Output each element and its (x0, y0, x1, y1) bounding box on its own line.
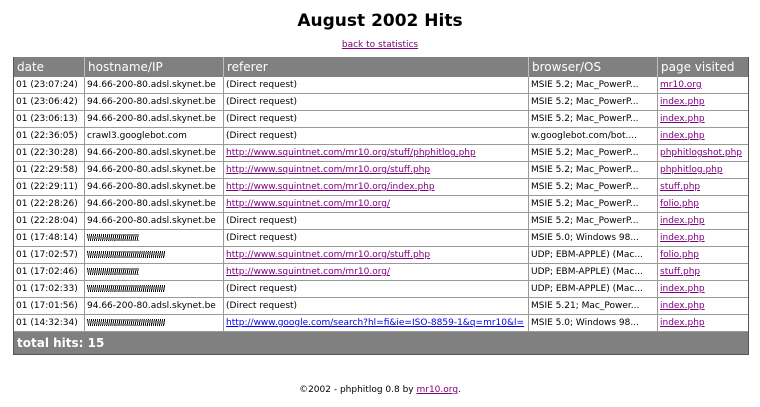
column-header-page: page visited (657, 57, 748, 77)
page-visited-link[interactable]: index.php (660, 284, 705, 294)
cell-browser: MSIE 5.2; Mac_PowerP... (528, 110, 657, 127)
back-to-statistics-link[interactable]: back to statistics (341, 40, 419, 50)
page-visited-link[interactable]: index.php (660, 318, 705, 328)
cell-referer: (Direct request) (223, 127, 528, 144)
table-row (14, 212, 748, 229)
footer-text: ©2002 - phphitlog 0.8 by (299, 385, 417, 395)
cell-page (657, 246, 748, 263)
cell-date: 01 (22:28:26) (14, 195, 84, 212)
cell-page (657, 77, 748, 93)
column-header-date: date (14, 57, 84, 77)
cell-page (657, 110, 748, 127)
table-row (14, 110, 748, 127)
referer-link[interactable]: http://www.google.com/search?hl=fi&ie=ISO-8859-1&q=mr10&l= (226, 318, 525, 328)
referer-link[interactable]: http://www.squintnet.com/mr10.org/ (226, 267, 390, 277)
cell-page (657, 263, 748, 280)
table-header-row (14, 57, 748, 77)
referer-link[interactable]: http://www.squintnet.com/mr10.org/stuff.php (226, 250, 431, 260)
page-visited-link[interactable]: index.php (660, 233, 705, 243)
footer-link[interactable]: mr10.org (416, 385, 459, 395)
cell-hostname: 94.66-200-80.adsl.skynet.be (84, 161, 223, 178)
column-header-browser: browser/OS (528, 57, 657, 77)
page-visited-link[interactable]: folio.php (660, 199, 700, 209)
footer (0, 385, 760, 395)
cell-browser: UDP; EBM-APPLE) (Mac... (528, 246, 657, 263)
page-visited-link[interactable]: phphitlogshot.php (660, 148, 743, 158)
cell-referer (223, 195, 528, 212)
table-row (14, 246, 748, 263)
column-header-hostname: hostname/IP (84, 57, 223, 77)
page-visited-link[interactable]: index.php (660, 131, 705, 141)
cell-browser: MSIE 5.0; Windows 98... (528, 229, 657, 246)
cell-hostname (84, 246, 223, 263)
column-header-referer: referer (223, 57, 528, 77)
cell-referer (223, 263, 528, 280)
cell-date: 01 (17:02:57) (14, 246, 84, 263)
referer-link[interactable]: http://www.squintnet.com/mr10.org/stuff/phphitlog.php (226, 148, 476, 158)
redacted-hostname (87, 234, 139, 241)
cell-hostname: 94.66-200-80.adsl.skynet.be (84, 178, 223, 195)
referer-link[interactable]: http://www.squintnet.com/mr10.org/index.php (226, 182, 435, 192)
cell-browser: w.googlebot.com/bot.... (528, 127, 657, 144)
hits-table-container (13, 57, 747, 355)
table-row (14, 77, 748, 93)
cell-page (657, 297, 748, 314)
page-visited-link[interactable]: phphitlog.php (660, 165, 723, 175)
cell-referer (223, 178, 528, 195)
cell-hostname: 94.66-200-80.adsl.skynet.be (84, 212, 223, 229)
cell-date: 01 (17:01:56) (14, 297, 84, 314)
page-visited-link[interactable]: stuff.php (660, 182, 701, 192)
cell-browser: UDP; EBM-APPLE) (Mac... (528, 280, 657, 297)
cell-browser: MSIE 5.0; Windows 98... (528, 314, 657, 331)
cell-referer (223, 144, 528, 161)
total-hits: total hits: 15 (14, 331, 748, 354)
table-row (14, 314, 748, 331)
cell-referer: (Direct request) (223, 93, 528, 110)
cell-hostname: 94.66-200-80.adsl.skynet.be (84, 77, 223, 93)
cell-page (657, 212, 748, 229)
table-row (14, 144, 748, 161)
cell-referer: (Direct request) (223, 212, 528, 229)
cell-referer: (Direct request) (223, 297, 528, 314)
cell-date: 01 (14:32:34) (14, 314, 84, 331)
page-visited-link[interactable]: index.php (660, 97, 705, 107)
cell-hostname (84, 263, 223, 280)
page-visited-link[interactable]: stuff.php (660, 267, 701, 277)
cell-hostname: crawl3.googlebot.com (84, 127, 223, 144)
redacted-hostname (87, 251, 165, 258)
cell-date: 01 (17:02:33) (14, 280, 84, 297)
cell-page (657, 127, 748, 144)
cell-hostname: 94.66-200-80.adsl.skynet.be (84, 93, 223, 110)
table-row (14, 263, 748, 280)
cell-hostname (84, 314, 223, 331)
cell-page (657, 161, 748, 178)
cell-browser: MSIE 5.2; Mac_PowerP... (528, 161, 657, 178)
footer-suffix: . (458, 385, 461, 395)
table-body (14, 77, 748, 331)
cell-date: 01 (23:07:24) (16, 80, 78, 90)
table-row (14, 195, 748, 212)
cell-referer (223, 314, 528, 331)
cell-referer (223, 246, 528, 263)
cell-page (657, 229, 748, 246)
cell-date: 01 (22:29:11) (14, 178, 84, 195)
cell-hostname: 94.66-200-80.adsl.skynet.be (84, 297, 223, 314)
table-row (14, 229, 748, 246)
cell-hostname (84, 280, 223, 297)
page-visited-link[interactable]: mr10.org (660, 80, 702, 90)
cell-page (657, 93, 748, 110)
cell-referer: (Direct request) (223, 110, 528, 127)
cell-browser: MSIE 5.21; Mac_Power... (528, 297, 657, 314)
cell-browser: MSIE 5.2; Mac_PowerP... (528, 178, 657, 195)
cell-referer: (Direct request) (223, 229, 528, 246)
cell-browser: MSIE 5.2; Mac_PowerP... (528, 212, 657, 229)
cell-hostname: 94.66-200-80.adsl.skynet.be (84, 110, 223, 127)
page-visited-link[interactable]: index.php (660, 301, 705, 311)
table-row (14, 297, 748, 314)
cell-page (657, 280, 748, 297)
table-row (14, 178, 748, 195)
table-row (14, 280, 748, 297)
page-header (0, 10, 760, 51)
page-visited-link[interactable]: folio.php (660, 250, 700, 260)
cell-date: 01 (22:36:05) (14, 127, 84, 144)
page-visited-link[interactable]: index.php (660, 114, 705, 124)
cell-date: 01 (17:02:46) (14, 263, 84, 280)
table-row (14, 93, 748, 110)
cell-date: 01 (23:06:13) (14, 110, 84, 127)
cell-browser: MSIE 5.2; Mac_PowerP... (528, 144, 657, 161)
cell-page (657, 144, 748, 161)
cell-hostname: 94.66-200-80.adsl.skynet.be (84, 144, 223, 161)
cell-hostname: 94.66-200-80.adsl.skynet.be (84, 195, 223, 212)
referer-link[interactable]: http://www.squintnet.com/mr10.org/ (226, 199, 390, 209)
cell-page (657, 178, 748, 195)
cell-date: 01 (23:06:42) (14, 93, 84, 110)
cell-browser: MSIE 5.2; Mac_PowerP... (528, 93, 657, 110)
cell-browser: MSIE 5.2; Mac_PowerP... (528, 195, 657, 212)
redacted-hostname (87, 268, 139, 275)
page-visited-link[interactable]: index.php (660, 216, 705, 226)
table-row (14, 161, 748, 178)
cell-referer: (Direct request) (223, 77, 528, 93)
cell-page (657, 314, 748, 331)
cell-date: 01 (22:28:04) (14, 212, 84, 229)
cell-date: 01 (17:48:14) (14, 229, 84, 246)
cell-date: 01 (22:29:58) (14, 161, 84, 178)
hits-table (13, 57, 749, 355)
cell-hostname (84, 229, 223, 246)
referer-link[interactable]: http://www.squintnet.com/mr10.org/stuff.php (226, 165, 431, 175)
redacted-hostname (87, 285, 165, 292)
table-row (14, 127, 748, 144)
redacted-hostname (87, 319, 165, 326)
cell-page (657, 195, 748, 212)
page-title: August 2002 Hits (297, 11, 463, 31)
cell-browser: UDP; EBM-APPLE) (Mac... (528, 263, 657, 280)
cell-referer (223, 161, 528, 178)
total-row (14, 331, 748, 354)
cell-date: 01 (22:30:28) (14, 144, 84, 161)
cell-referer: (Direct request) (223, 280, 528, 297)
cell-browser: MSIE 5.2; Mac_PowerP... (528, 77, 657, 93)
